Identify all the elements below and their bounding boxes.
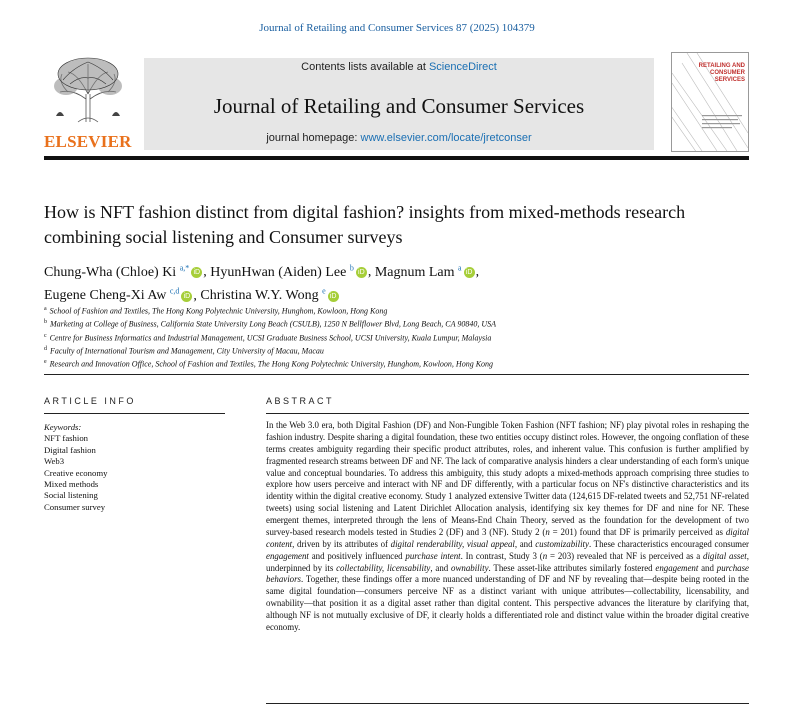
article-title: How is NFT fashion distinct from digital fashion? insights from mixed-methods research combining social listening and Consumer surveys — [44, 202, 686, 247]
author-name: HyunHwan (Aiden) Lee — [210, 264, 347, 280]
affiliation-key: a — [44, 306, 47, 312]
abstract-text: . Together, these findings offer a more nuanced understanding of DF and NF by revealing that—despite being rooted in the same digital foundation—consumers perceive NF as a distinct variant with unique attributes—collectability, licensability, and ownability—that position it as a digital asset rather than digital content. This perspective advances the literature by clarifying that, although NF is not mutually exclusive of DF, it clearly holds a differentiated role and distinct value within the broader digital creative economy. — [266, 574, 749, 632]
abstract-emphasis: ownability — [451, 562, 489, 573]
abstract-text: = 203) revealed that NF is perceived as a — [547, 550, 704, 561]
article-info-heading: ARTICLE INFO — [44, 396, 136, 406]
affiliation-text: Research and Innovation Office, School of Fashion and Textiles, The Hong Kong Polytechnic University, Hunghom, Kowloon, Hong Kong — [49, 360, 494, 370]
keyword-item: NFT fashion — [44, 433, 89, 444]
author-list: Chung-Wha (Chloe) Ki $^{a,*}$iD , HyunHwan (Aiden) Lee $^b$iD , Magnum Lam $^a$iD , Eugene Cheng-Xi Aw $^{c,d}$iD , Christina W.Y. Wong $^e$iD — [44, 263, 480, 304]
homepage-prefix: journal homepage: — [266, 132, 361, 144]
section-divider — [44, 374, 749, 375]
affiliation-item — [44, 344, 734, 357]
journal-banner — [144, 58, 654, 150]
elsevier-logo[interactable] — [44, 52, 138, 150]
abstract-text: and — [698, 562, 717, 573]
abstract-emphasis: purchase intent — [405, 550, 461, 561]
affiliation-text: Centre for Business Informatics and Industrial Management, UCSI Graduate Business School, UCSI University, Kuala Lumpur, Malaysia — [49, 333, 492, 343]
abstract-text: . These characteristics encouraged consumer — [588, 538, 749, 549]
abstract-text: , driven by its attributes of — [292, 538, 391, 549]
keywords-label: Keywords: — [44, 422, 82, 432]
author-name: Chung-Wha (Chloe) Ki — [44, 264, 177, 280]
author-5[interactable] — [200, 288, 339, 303]
abstract-emphasis: purchase behaviors — [266, 562, 749, 585]
keyword-item: Creative economy — [44, 467, 108, 478]
author-name: Christina W.Y. Wong — [200, 288, 319, 304]
orcid-icon[interactable]: iD — [356, 267, 367, 278]
abstract-emphasis: engagement — [655, 562, 699, 573]
footer-rule — [266, 703, 749, 704]
journal-title: Journal of Retailing and Consumer Services — [213, 94, 585, 118]
author-2[interactable] — [210, 265, 368, 280]
author-3[interactable] — [375, 265, 476, 280]
homepage-line — [144, 132, 654, 144]
sciencedirect-link[interactable]: ScienceDirect — [428, 61, 497, 73]
abstract-emphasis: n — [542, 550, 548, 561]
abstract-emphasis: customizability — [535, 538, 589, 549]
affiliation-key: c — [44, 332, 47, 339]
affiliation-item — [44, 331, 734, 344]
keyword-item: Web3 — [44, 456, 65, 467]
affiliation-item — [44, 317, 734, 330]
affiliation-key: d — [44, 346, 47, 353]
article-info-rule — [44, 413, 225, 414]
author-affil-ref[interactable]: b — [349, 263, 354, 272]
abstract-text: and positively influenced — [308, 550, 406, 561]
affiliation-key: e — [44, 359, 47, 366]
abstract-emphasis: digital renderability, visual appeal, — [390, 538, 518, 549]
affiliation-text: Marketing at College of Business, California State University Long Beach (CSULB), 1250 N Bellflower Blvd, Long Beach, CA 90840, USA — [50, 320, 497, 330]
journal-cover-thumbnail[interactable] — [671, 52, 749, 152]
affiliation-text: School of Fashion and Textiles, The Hong Kong Polytechnic University, Hunghom, Kowloon, Hong Kong — [49, 306, 388, 316]
abstract-emphasis: digital asset — [703, 550, 747, 561]
journal-masthead — [44, 52, 749, 152]
affiliation-text: Faculty of International Tourism and Management, City University of Macau, Macau — [50, 346, 324, 356]
publisher-name: ELSEVIER — [44, 132, 132, 151]
abstract-emphasis: n — [545, 526, 550, 537]
orcid-icon[interactable]: iD — [464, 267, 475, 278]
contents-prefix: Contents lists available at — [301, 61, 429, 73]
keyword-item: Digital fashion — [44, 444, 96, 455]
author-4[interactable] — [44, 288, 193, 303]
author-affil-ref[interactable]: a — [458, 263, 462, 272]
elsevier-tree-icon — [48, 54, 128, 124]
keywords-section — [44, 422, 219, 513]
author-name: Eugene Cheng-Xi Aw — [44, 288, 167, 304]
cover-title: RETAILING AND CONSUMER SERVICES — [698, 63, 745, 83]
author-1[interactable] — [44, 265, 203, 280]
homepage-link[interactable]: www.elsevier.com/locate/jretconser — [360, 132, 532, 144]
keyword-item: Consumer survey — [44, 501, 106, 512]
affiliation-item — [44, 304, 734, 317]
abstract-emphasis: collectability, licensability — [336, 562, 431, 573]
abstract-text: = 201) found that DF is primarily perceived as — [549, 526, 726, 537]
journal-citation[interactable]: Journal of Retailing and Consumer Services 87 (2025) 104379 — [259, 22, 535, 34]
abstract-text: and — [517, 538, 536, 549]
abstract-text: . These asset-like attributes similarly fostered — [488, 562, 656, 573]
orcid-icon[interactable]: iD — [191, 267, 202, 278]
orcid-icon[interactable]: iD — [181, 291, 192, 302]
affiliation-key: b — [44, 319, 47, 326]
abstract-text: In the Web 3.0 era, both Digital Fashion (DF) and Non-Fungible Token Fashion (NFT fashion; NF) play pivotal roles in reshaping the fashion industry. Despite sharing a digital foundation, these two entities occupy distinct roles. However, the ongoing conflation of these terms creates ambiguity regarding their specific product attributes, roles, and inherent value. This confusion is further amplified by fragmented research streams between DF and NF. The lack of comparative analysis hinders a clear understanding of each form's unique value and conceptual boundaries. To address this ambiguity, this study adopts a mixed-methods approach comprising three studies to explore how users perceive and interact with NF and DF differently, with a particular focus on NF's distinctive characteristics and its identity within the digital creative economy. Study 1 analyzed extensive Twitter data (124,615 DF-related tweets and 52,751 NF-related tweets) using social listening and Latent Dirichlet Allocation analysis, identifying six key themes for DF and nine for NF. These emergent themes, interpreted through the lens of Means-End Chain Theory, served as the foundation for the development of two survey-based research models tested in Studies 2 (DF) and 3 (NF). Study 2 ( — [266, 420, 749, 537]
abstract-text: , underpinned by its — [266, 550, 749, 573]
abstract-emphasis: digital content — [266, 526, 749, 549]
keyword-item: Mixed methods — [44, 479, 99, 490]
header-rule — [44, 156, 749, 160]
abstract-text: . In contrast, Study 3 ( — [460, 550, 543, 561]
author-affil-ref[interactable]: e — [322, 286, 326, 296]
abstract-heading: ABSTRACT — [266, 396, 335, 406]
author-affil-ref[interactable]: c,d — [169, 286, 180, 296]
affiliation-item — [44, 357, 734, 370]
abstract-emphasis: engagement — [266, 550, 309, 561]
affiliation-list — [44, 304, 734, 371]
author-affil-ref[interactable]: a,* — [179, 263, 190, 272]
orcid-icon[interactable]: iD — [328, 291, 339, 302]
abstract-body — [266, 420, 749, 634]
keyword-item: Social listening — [44, 490, 98, 501]
abstract-rule — [266, 413, 749, 414]
abstract-text: , and — [430, 562, 452, 573]
contents-line — [144, 61, 654, 73]
author-name: Magnum Lam — [374, 264, 455, 280]
